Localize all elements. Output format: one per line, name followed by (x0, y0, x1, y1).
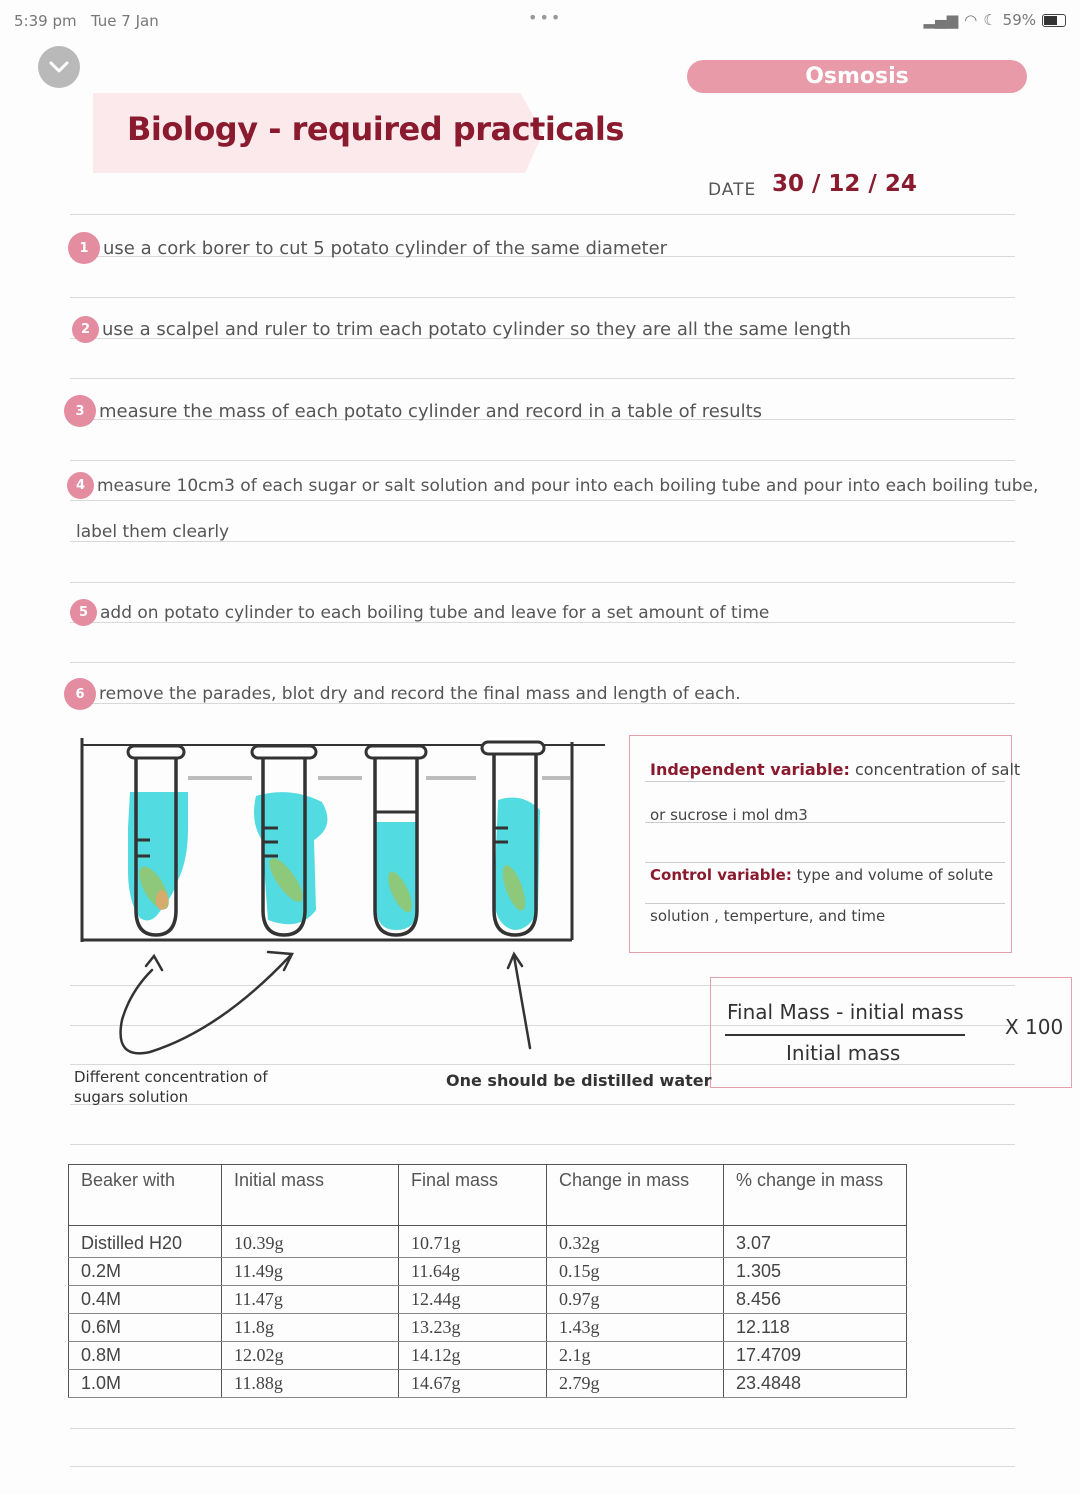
table-cell: 11.64g (399, 1258, 547, 1286)
table-row (69, 1226, 907, 1258)
table-row (69, 1258, 907, 1286)
step-1 (68, 232, 667, 264)
step-text: add on potato cylinder to each boiling tube and leave for a set amount of time (100, 602, 770, 623)
step-number: 6 (64, 678, 96, 710)
table-cell: 11.88g (222, 1370, 399, 1398)
control-variable: Control variable: type and volume of solute (650, 866, 994, 884)
table-cell: 11.8g (222, 1314, 399, 1342)
table-cell: 14.67g (399, 1370, 547, 1398)
step-4 (67, 472, 1038, 499)
chevron-down-icon (48, 60, 70, 74)
label-sugar-solution: Different concentration of sugars solution (74, 1068, 268, 1106)
control-variable-continued: solution , temperture, and time (650, 907, 886, 925)
table-row (69, 1342, 907, 1370)
step-number: 4 (67, 472, 94, 499)
table-cell: 2.79g (547, 1370, 724, 1398)
results-table (68, 1164, 907, 1398)
step-3 (64, 395, 762, 427)
table-cell: 8.456 (724, 1286, 907, 1314)
table-cell: 10.39g (222, 1226, 399, 1258)
table-cell: 17.4709 (724, 1342, 907, 1370)
label-distilled-water: One should be distilled water (446, 1071, 712, 1090)
table-header: Change in mass (547, 1165, 724, 1226)
date-value: 30 / 12 / 24 (772, 171, 917, 197)
table-cell: 13.23g (399, 1314, 547, 1342)
step-text: measure the mass of each potato cylinder and record in a table of results (99, 400, 763, 422)
table-cell: 10.71g (399, 1226, 547, 1258)
table-cell: 2.1g (547, 1342, 724, 1370)
formula-multiplier: X 100 (1005, 1015, 1064, 1039)
table-cell: 1.43g (547, 1314, 724, 1342)
step-number: 3 (64, 395, 96, 427)
step-text: measure 10cm3 of each sugar or salt solution and pour into each boiling tube and pour into each boiling tube, (97, 475, 1039, 496)
table-cell: 23.4848 (724, 1370, 907, 1398)
wifi-icon: ◠ (964, 11, 978, 29)
table-cell: 14.12g (399, 1342, 547, 1370)
table-header: Initial mass (222, 1165, 399, 1226)
collapse-button[interactable] (38, 46, 80, 88)
table-cell: 0.97g (547, 1286, 724, 1314)
annotation-arrows (121, 952, 530, 1053)
step-text: use a cork borer to cut 5 potato cylinder of the same diameter (103, 237, 668, 259)
table-cell: 0.15g (547, 1258, 724, 1286)
table-cell: 12.44g (399, 1286, 547, 1314)
test-tube-4 (482, 742, 544, 935)
step-text: remove the parades, blot dry and record the final mass and length of each. (99, 684, 741, 704)
table-header: Final mass (399, 1165, 547, 1226)
step-number: 1 (68, 232, 100, 264)
table-cell: 11.49g (222, 1258, 399, 1286)
table-cell: 0.2M (69, 1258, 222, 1286)
step-5 (70, 599, 769, 626)
battery-percent: 59% (1002, 11, 1036, 29)
table-row (69, 1370, 907, 1398)
multitask-dots-icon[interactable]: ••• (528, 8, 563, 27)
table-cell: 1.0M (69, 1370, 222, 1398)
battery-icon (1042, 14, 1066, 27)
table-header: % change in mass (724, 1165, 907, 1226)
status-bar (0, 8, 1080, 34)
table-cell: 0.32g (547, 1226, 724, 1258)
test-tube-1 (128, 746, 188, 935)
table-cell: 11.47g (222, 1286, 399, 1314)
table-header: Beaker with (69, 1165, 222, 1226)
test-tube-rack-diagram (70, 730, 630, 1080)
step-text: use a scalpel and ruler to trim each potato cylinder so they are all the same length (102, 319, 851, 340)
step-number: 5 (70, 599, 97, 626)
topic-badge: Osmosis (687, 60, 1027, 93)
table-cell: 0.6M (69, 1314, 222, 1342)
moon-icon: ☾ (983, 11, 997, 29)
independent-variable: Independent variable: concentration of salt (650, 760, 1021, 779)
table-header-row (69, 1165, 907, 1226)
test-tube-3 (366, 746, 426, 935)
step-6 (64, 678, 741, 710)
table-cell: 12.02g (222, 1342, 399, 1370)
table-cell: 0.8M (69, 1342, 222, 1370)
table-cell: 1.305 (724, 1258, 907, 1286)
table-cell: Distilled H20 (69, 1226, 222, 1258)
table-row (69, 1314, 907, 1342)
table-row (69, 1286, 907, 1314)
independent-variable-continued: or sucrose i mol dm3 (650, 806, 808, 824)
signal-icon: ▂▄▆ (923, 11, 959, 29)
page-title: Biology - required practicals (127, 110, 624, 148)
table-cell: 12.118 (724, 1314, 907, 1342)
formula-denominator: Initial mass (786, 1041, 901, 1065)
date-label: DATE (708, 180, 757, 200)
step-4-continued: label them clearly (76, 522, 230, 542)
table-cell: 3.07 (724, 1226, 907, 1258)
step-number: 2 (72, 316, 99, 343)
step-2 (72, 316, 851, 343)
status-right (924, 11, 1067, 29)
table-cell: 0.4M (69, 1286, 222, 1314)
test-tube-2 (252, 746, 327, 935)
formula-fraction-bar (725, 1034, 965, 1036)
formula-numerator: Final Mass - initial mass (727, 1000, 964, 1024)
status-time: 5:39 pm Tue 7 Jan (14, 12, 159, 30)
